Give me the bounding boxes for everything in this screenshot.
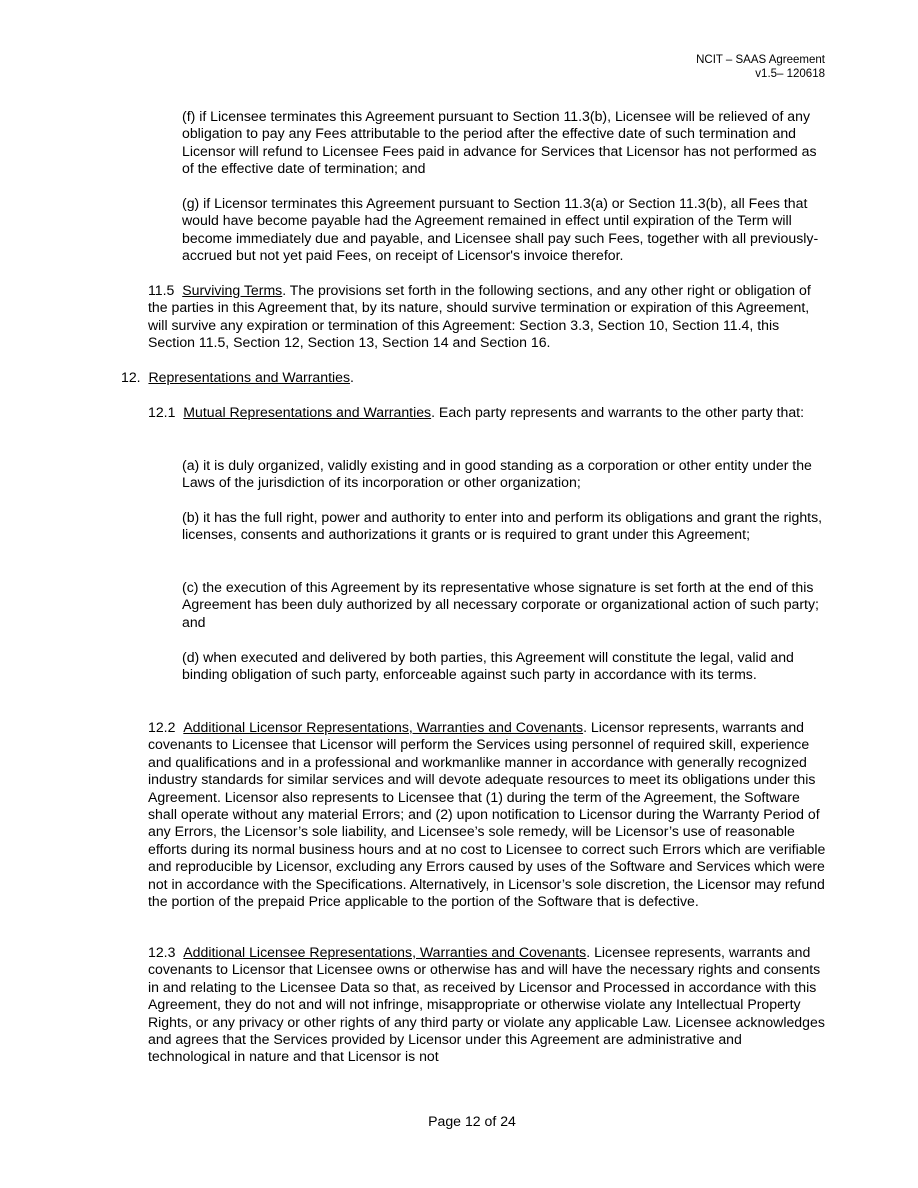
clause-11-5-number: 11.5 — [148, 282, 175, 298]
clause-12-3 — [148, 944, 828, 1066]
clause-12-1-c: (c) the execution of this Agreement by its representative whose signature is set forth at the end of this Agreement has been duly authorized by all necessary corporate or organizational action of such party; and — [182, 579, 819, 630]
clause-12-1-b: (b) it has the full right, power and authority to enter into and perform its obligations and grant the rights, licenses, consents and authorizations it grants or is required to grant under this Agreement; — [182, 509, 823, 543]
clause-12-2 — [148, 719, 828, 910]
clause-12-2-body: . Licensor represents, warrants and covenants to Licensee that Licensor will perform the Services using personnel of required skill, experience and qualifications and in a professional and workmanlike manner in accordance with generally recognized industry standards for similar services and will devote adequate resources to meet its obligations under this Agreement. Licensor also represents to Licensee that (1) during the term of the Agreement, the Software shall operate without any material Errors; and (2) upon notification to Licensor during the Warranty Period of any Errors, the Licensor’s sole liability, and Licensee’s sole remedy, will be Licensor’s use of reasonable efforts during its normal business hours and at no cost to Licensee to correct such Errors which are verifiable and reproducible by Licensor, excluding any Errors caused by uses of the Software and Services which were not in accordance with the Specifications. Alternatively, in Licensor’s sole discretion, the Licensor may refund the portion of the prepaid Price applicable to the portion of the Software that is defective. — [148, 719, 826, 910]
clause-12-3-number: 12.3 — [148, 944, 176, 960]
clause-11-5-body: . The provisions set forth in the following sections, and any other right or obligation of the parties in this Agreement that, by its nature, should survive termination or expiration of this Agreement, will survive any expiration or termination of this Agreement: Section 3.3, Section 10, Section 11.4, this Section 11.5, Section 12, Section 13, Section 14 and Section 16. — [148, 282, 811, 351]
header-title: NCIT – SAAS Agreement — [696, 54, 825, 66]
section-12-heading — [121, 369, 821, 386]
clause-11-4-g: (g) if Licensor terminates this Agreement pursuant to Section 11.3(a) or Section 11.3(b), all Fees that would have become payable had the Agreement remained in effect until expiration of the Term will become immediately due and payable, and Licensee shall pay such Fees, together with all previously-accrued but not yet paid Fees, on receipt of Licensor's invoice therefor. — [182, 195, 819, 264]
section-12-title: Representations and Warranties — [148, 369, 351, 385]
clause-12-2-number: 12.2 — [148, 719, 176, 735]
clause-12-1-a: (a) it is duly organized, validly existing and in good standing as a corporation or other entity under the Laws of the jurisdiction of its incorporation or other organization; — [182, 457, 812, 491]
clause-12-1-body: . Each party represents and warrants to the other party that: — [431, 404, 804, 420]
page-header — [696, 53, 825, 81]
header-version: v1.5– 120618 — [755, 68, 825, 80]
clause-12-1-number: 12.1 — [148, 404, 176, 420]
clause-11-4-f: (f) if Licensee terminates this Agreement pursuant to Section 11.3(b), Licensee will be relieved of any obligation to pay any Fees attributable to the period after the effective date of such termination and Licensor will refund to Licensee Fees paid in advance for Services that Licensor has not performed as of the effective date of termination; and — [182, 108, 817, 177]
clause-12-2-heading: Additional Licensor Representations, Warranties and Covenants — [183, 719, 584, 735]
clause-11-5-heading: Surviving Terms — [182, 282, 283, 298]
section-12-suffix: . — [350, 369, 354, 385]
clause-12-1-d: (d) when executed and delivered by both parties, this Agreement will constitute the legal, valid and binding obligation of such party, enforceable against such party in accordance with its terms. — [182, 649, 794, 683]
clause-12-3-heading: Additional Licensee Representations, Warranties and Covenants — [183, 944, 587, 960]
clause-12-3-body: . Licensee represents, warrants and covenants to Licensor that Licensee owns or otherwise has and will have the necessary rights and consents in and relating to the Licensee Data so that, as received by Licensor and Processed in accordance with this Agreement, they do not and will not infringe, misappropriate or otherwise violate any Intellectual Property Rights, or any privacy or other rights of any third party or violate any applicable Law. Licensee acknowledges and agrees that the Services provided by Licensor under this Agreement are administrative and technological in nature and that Licensor is not — [148, 944, 825, 1065]
clause-11-5 — [148, 282, 828, 352]
section-12-number: 12. — [121, 369, 141, 385]
clause-12-1 — [148, 404, 828, 421]
page-number: Page 12 of 24 — [428, 1113, 516, 1129]
clause-12-1-heading: Mutual Representations and Warranties — [183, 404, 432, 420]
